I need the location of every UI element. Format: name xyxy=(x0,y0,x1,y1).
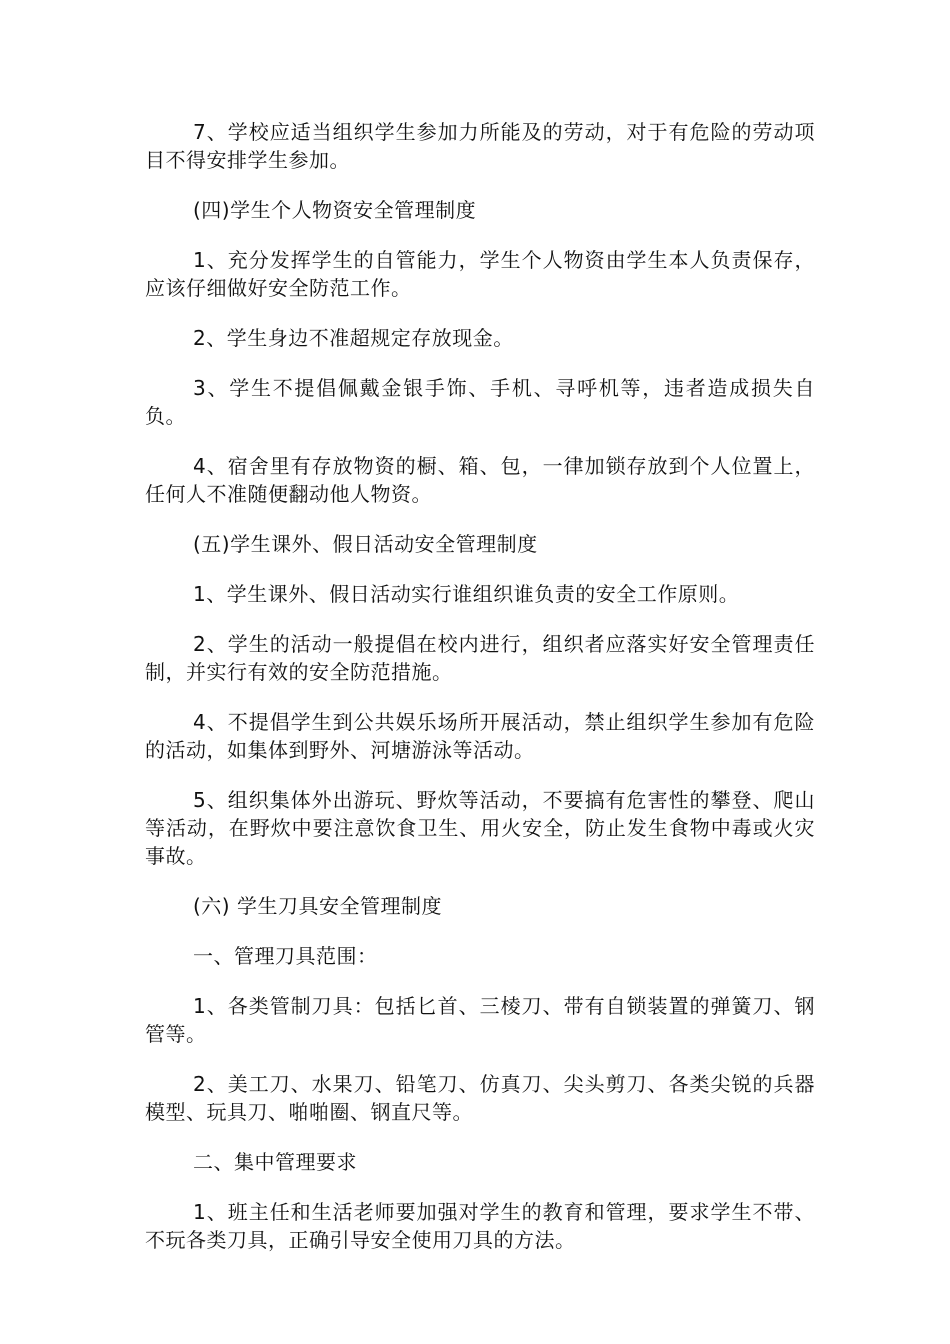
subheading-central-management: 二、集中管理要求 xyxy=(193,1150,357,1174)
section-heading-knives: (六) 学生刀具安全管理制度 xyxy=(193,894,442,918)
paragraph-property-rule-1: 1、充分发挥学生的自管能力，学生个人物资由学生本人负责保存，应该仔细做好安全防范工作。 xyxy=(145,248,815,300)
paragraph-activity-rule-2: 2、学生的活动一般提倡在校内进行，组织者应落实好安全管理责任制，并实行有效的安全防范措施。 xyxy=(145,632,815,684)
paragraph-activity-rule-5: 5、组织集体外出游玩、野炊等活动，不要搞有危害性的攀登、爬山等活动，在野炊中要注意饮食卫生、用火安全，防止发生食物中毒或火灾事故。 xyxy=(145,788,815,868)
section-heading-activities: (五)学生课外、假日活动安全管理制度 xyxy=(193,532,538,556)
paragraph-knife-scope-1: 1、各类管制刀具：包括匕首、三棱刀、带有自锁装置的弹簧刀、钢管等。 xyxy=(145,994,815,1046)
paragraph-activity-rule-1: 1、学生课外、假日活动实行谁组织谁负责的安全工作原则。 xyxy=(193,582,740,606)
section-heading-personal-property: (四)学生个人物资安全管理制度 xyxy=(193,198,477,222)
paragraph-property-rule-3: 3、学生不提倡佩戴金银手饰、手机、寻呼机等，违者造成损失自负。 xyxy=(145,376,815,428)
document-body xyxy=(145,118,815,1276)
paragraph-knife-scope-2: 2、美工刀、水果刀、铅笔刀、仿真刀、尖头剪刀、各类尖锐的兵器模型、玩具刀、啪啪圈、钢直尺等。 xyxy=(145,1072,815,1124)
paragraph-activity-rule-4: 4、不提倡学生到公共娱乐场所开展活动，禁止组织学生参加有危险的活动，如集体到野外、河塘游泳等活动。 xyxy=(145,710,815,762)
subheading-knife-scope: 一、管理刀具范围： xyxy=(193,944,378,968)
paragraph-management-rule-1: 1、班主任和生活老师要加强对学生的教育和管理，要求学生不带、不玩各类刀具，正确引导安全使用刀具的方法。 xyxy=(145,1200,815,1252)
paragraph-property-rule-4: 4、宿舍里有存放物资的橱、箱、包，一律加锁存放到个人位置上，任何人不准随便翻动他人物资。 xyxy=(145,454,815,506)
paragraph-property-rule-2: 2、学生身边不准超规定存放现金。 xyxy=(193,326,514,350)
paragraph-labor-rule-7: 7、学校应适当组织学生参加力所能及的劳动，对于有危险的劳动项目不得安排学生参加。 xyxy=(145,120,815,172)
